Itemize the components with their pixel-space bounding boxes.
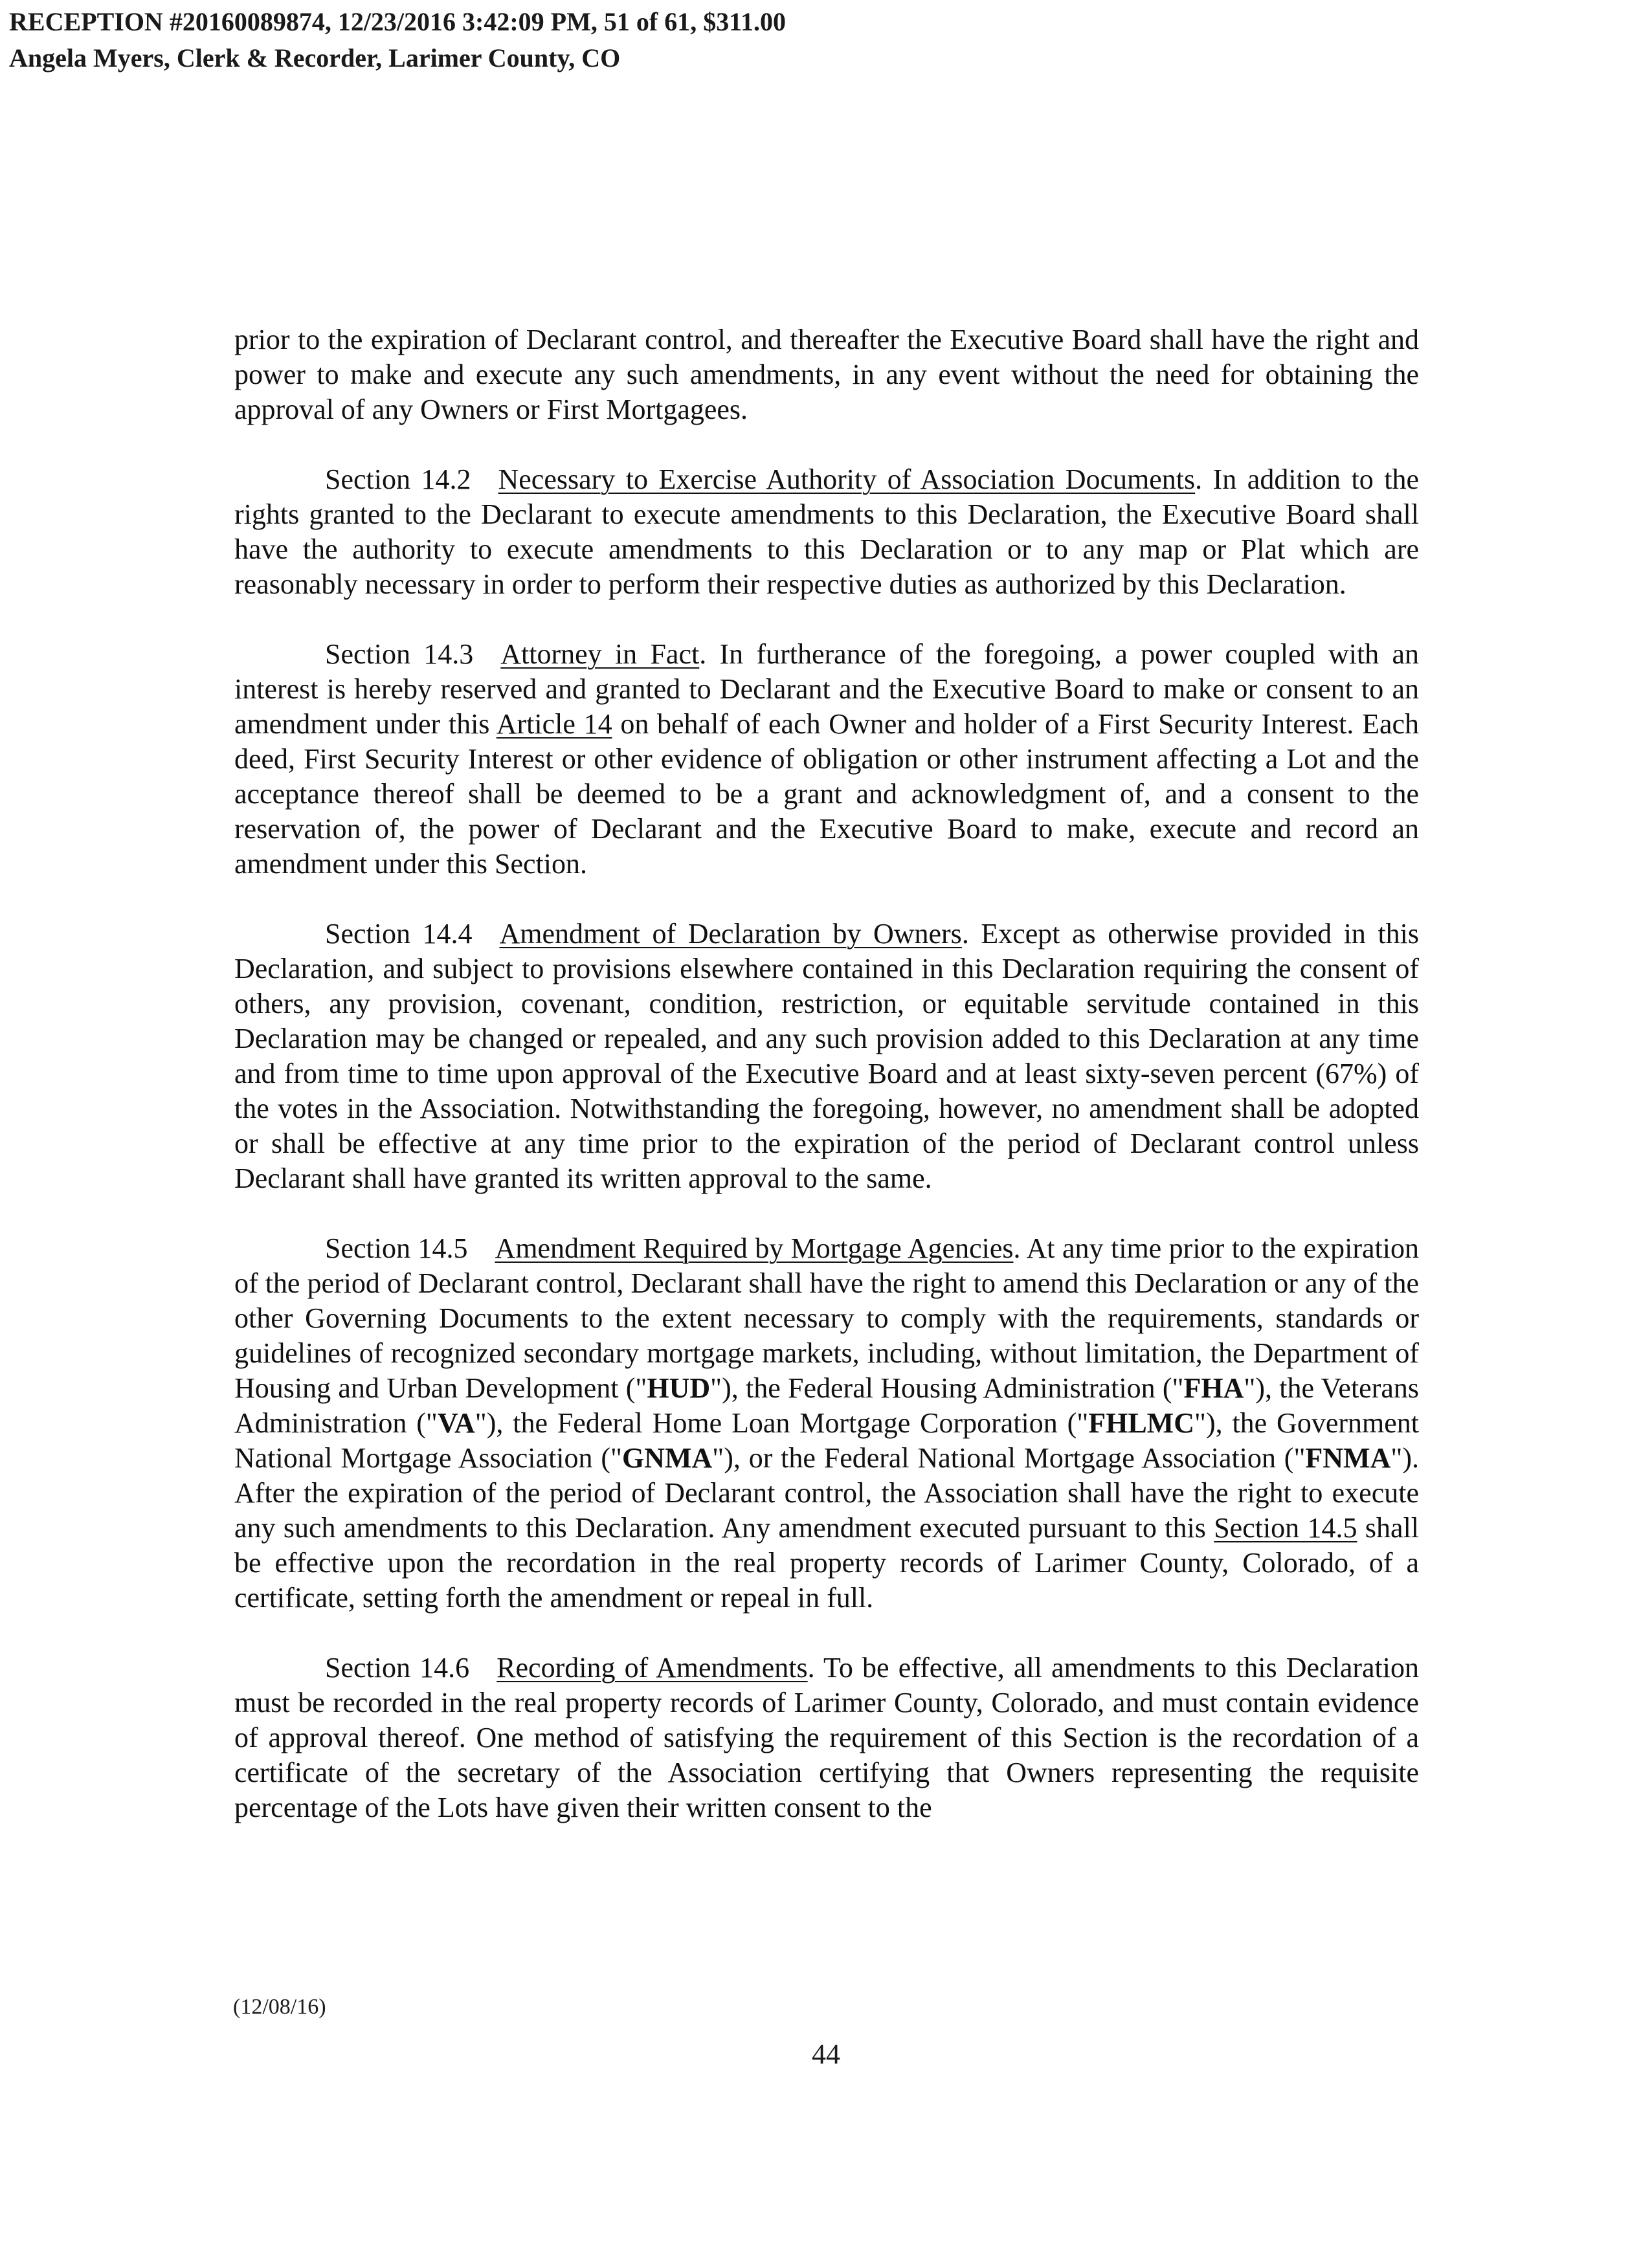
section-body: "), the Federal Housing Administration (": [710, 1372, 1184, 1404]
section-body-continued: shall be effective upon the recordation in the real property records of Larimer County, Colorado, of a certificate, setting forth the amendment or repeal in full.: [234, 1512, 1420, 1614]
abbreviation: HUD: [647, 1372, 711, 1404]
document-body: [234, 322, 1419, 1860]
section-reference: Section 14.5: [1214, 1512, 1357, 1544]
section-heading: Amendment Required by Mortgage Agencies: [495, 1232, 1014, 1264]
abbreviation: FHLMC: [1088, 1407, 1194, 1439]
section-body: To be effective, all amendments to this Declaration must be recorded in the real property records of Larimer County, Colorado, and must contain evidence of approval thereof. One method of satisfying the requirement of this Section is the recordation of a certificate of the secretary of the Association certifying that Owners representing the requisite percentage of the Lots have given their written consent to the: [234, 1652, 1419, 1823]
section-body: Except as otherwise provided in this Declaration, and subject to provisions elsewhere contained in this Declaration requiring the consent of others, any provision, covenant, condition, restriction, or equitable servitude contained in this Declaration may be changed or repealed, and any such provision added to this Declaration at any time and from time to time upon approval of the Executive Board and at least sixty-seven percent (67%) of the votes in the Association. Notwithstanding the foregoing, however, no amendment shall be adopted or shall be effective at any time prior to the expiration of the period of Declarant control unless Declarant shall have granted its written approval to the same.: [234, 918, 1420, 1194]
section-body: "), the Government National Mortgage Association (": [234, 1407, 1419, 1474]
section-body-continued: on behalf of each Owner and holder of a First Security Interest. Each deed, First Security Interest or other evidence of obligation or other instrument affecting a Lot and the acceptance thereof shall be deemed to be a grant and acknowledgment of, and a consent to the reservation of, the power of Declarant and the Executive Board to make, execute and record an amendment under this Section.: [234, 708, 1420, 880]
section-body: "), the Veterans Administration (": [234, 1372, 1420, 1439]
section-number: Section 14.5: [325, 1232, 468, 1264]
abbreviation: FHA: [1183, 1372, 1244, 1404]
section-body: "), the Federal Home Loan Mortgage Corporation (": [474, 1407, 1089, 1439]
recording-stamp: [9, 4, 786, 76]
section-body: In furtherance of the foregoing, a power coupled with an interest is hereby reserved and granted to Declarant and the Executive Board to make or consent to an amendment under this: [234, 638, 1419, 740]
section-14-6: Section 14.6 Recording of Amendments. To be effective, all amendments to this Declaration must be recorded in the real property records of Larimer County, Colorado, and must contain evidence of approval thereof. One method of satisfying the requirement of this Section is the recordation of a certificate of the secretary of the Association certifying that Owners representing the requisite percentage of the Lots have given their written consent to the: [234, 1652, 1419, 1823]
article-reference: Article 14: [496, 708, 612, 740]
section-body: At any time prior to the expiration of the period of Declarant control, Declarant shall have the right to amend this Declaration or any of the other Governing Documents to the extent necessary to comply with the requirements, standards or guidelines of recognized secondary mortgage markets, including, without limitation, the Department of Housing and Urban Development (": [234, 1232, 1419, 1404]
section-14-2: Section 14.2 Necessary to Exercise Authority of Association Documents. In addition to the rights granted to the Declarant to execute amendments to this Declaration, the Executive Board shall have the authority to execute amendments to this Declaration or to any map or Plat which are reasonably necessary in order to perform their respective duties as authorized by this Declaration.: [234, 463, 1419, 600]
section-heading: Necessary to Exercise Authority of Association Documents: [498, 463, 1196, 495]
abbreviation: VA: [437, 1407, 475, 1439]
section-number: Section 14.2: [325, 463, 471, 495]
recording-stamp-line-1: RECEPTION #20160089874, 12/23/2016 3:42:09 PM, 51 of 61, $311.00: [9, 7, 786, 36]
recording-stamp-line-2: Angela Myers, Clerk & Recorder, Larimer County, CO: [9, 43, 621, 72]
section-heading: Amendment of Declaration by Owners: [499, 918, 962, 950]
section-number: Section 14.3: [325, 638, 474, 670]
section-number: Section 14.4: [325, 918, 473, 950]
abbreviation: GNMA: [621, 1442, 713, 1474]
section-number: Section 14.6: [325, 1652, 470, 1684]
section-heading: Attorney in Fact: [500, 638, 700, 670]
section-body: "). After the expiration of the period of Declarant control, the Association shall have the right to execute any such amendments to this Declaration. Any amendment executed pursuant to this: [234, 1442, 1419, 1544]
section-14-4: Section 14.4 Amendment of Declaration by Owners. Except as otherwise provided in this Declaration, and subject to provisions elsewhere contained in this Declaration requiring the consent of others, any provision, covenant, condition, restriction, or equitable servitude contained in this Declaration may be changed or repealed, and any such provision added to this Declaration at any time and from time to time upon approval of the Executive Board and at least sixty-seven percent (67%) of the votes in the Association. Notwithstanding the foregoing, however, no amendment shall be adopted or shall be effective at any time prior to the expiration of the period of Declarant control unless Declarant shall have granted its written approval to the same.: [234, 918, 1420, 1194]
page-number: 44: [812, 2038, 840, 2070]
abbreviation: FNMA: [1305, 1442, 1391, 1474]
section-14-3: Section 14.3 Attorney in Fact. In furtherance of the foregoing, a power coupled with an interest is hereby reserved and granted to Declarant and the Executive Board to make or consent to an amendment under this Article 14 on behalf of each Owner and holder of a First Security Interest. Each deed, First Security Interest or other evidence of obligation or other instrument affecting a Lot and the acceptance thereof shall be deemed to be a grant and acknowledgment of, and a consent to the reservation of, the power of Declarant and the Executive Board to make, execute and record an amendment under this Section.: [234, 638, 1420, 880]
section-heading: Recording of Amendments: [497, 1652, 808, 1684]
intro-paragraph: prior to the expiration of Declarant control, and thereafter the Executive Board shall have the right and power to make and execute any such amendments, in any event without the need for obtaining the approval of any Owners or First Mortgagees.: [234, 324, 1419, 425]
section-14-5: Section 14.5 Amendment Required by Mortgage Agencies. At any time prior to the expiration of the period of Declarant control, Declarant shall have the right to amend this Declaration or any of the other Governing Documents to the extent necessary to comply with the requirements, standards or guidelines of recognized secondary mortgage markets, including, without limitation, the Department of Housing and Urban Development ("HUD"), the Federal Housing Administration ("FHA"), the Veterans Administration ("VA"), the Federal Home Loan Mortgage Corporation ("FHLMC"), the Government National Mortgage Association ("GNMA"), or the Federal National Mortgage Association ("FNMA"). After the expiration of the period of Declarant control, the Association shall have the right to execute any such amendments to this Declaration. Any amendment executed pursuant to this Section 14.5 shall be effective upon the recordation in the real property records of Larimer County, Colorado, of a certificate, setting forth the amendment or repeal in full.: [234, 1232, 1420, 1614]
footer-date: (12/08/16): [233, 1995, 326, 2019]
section-body: "), or the Federal National Mortgage Association (": [712, 1442, 1306, 1474]
section-body: In addition to the rights granted to the Declarant to execute amendments to this Declaration, the Executive Board shall have the authority to execute amendments to this Declaration or to any map or Plat which are reasonably necessary in order to perform their respective duties as authorized by this Declaration.: [234, 463, 1419, 600]
